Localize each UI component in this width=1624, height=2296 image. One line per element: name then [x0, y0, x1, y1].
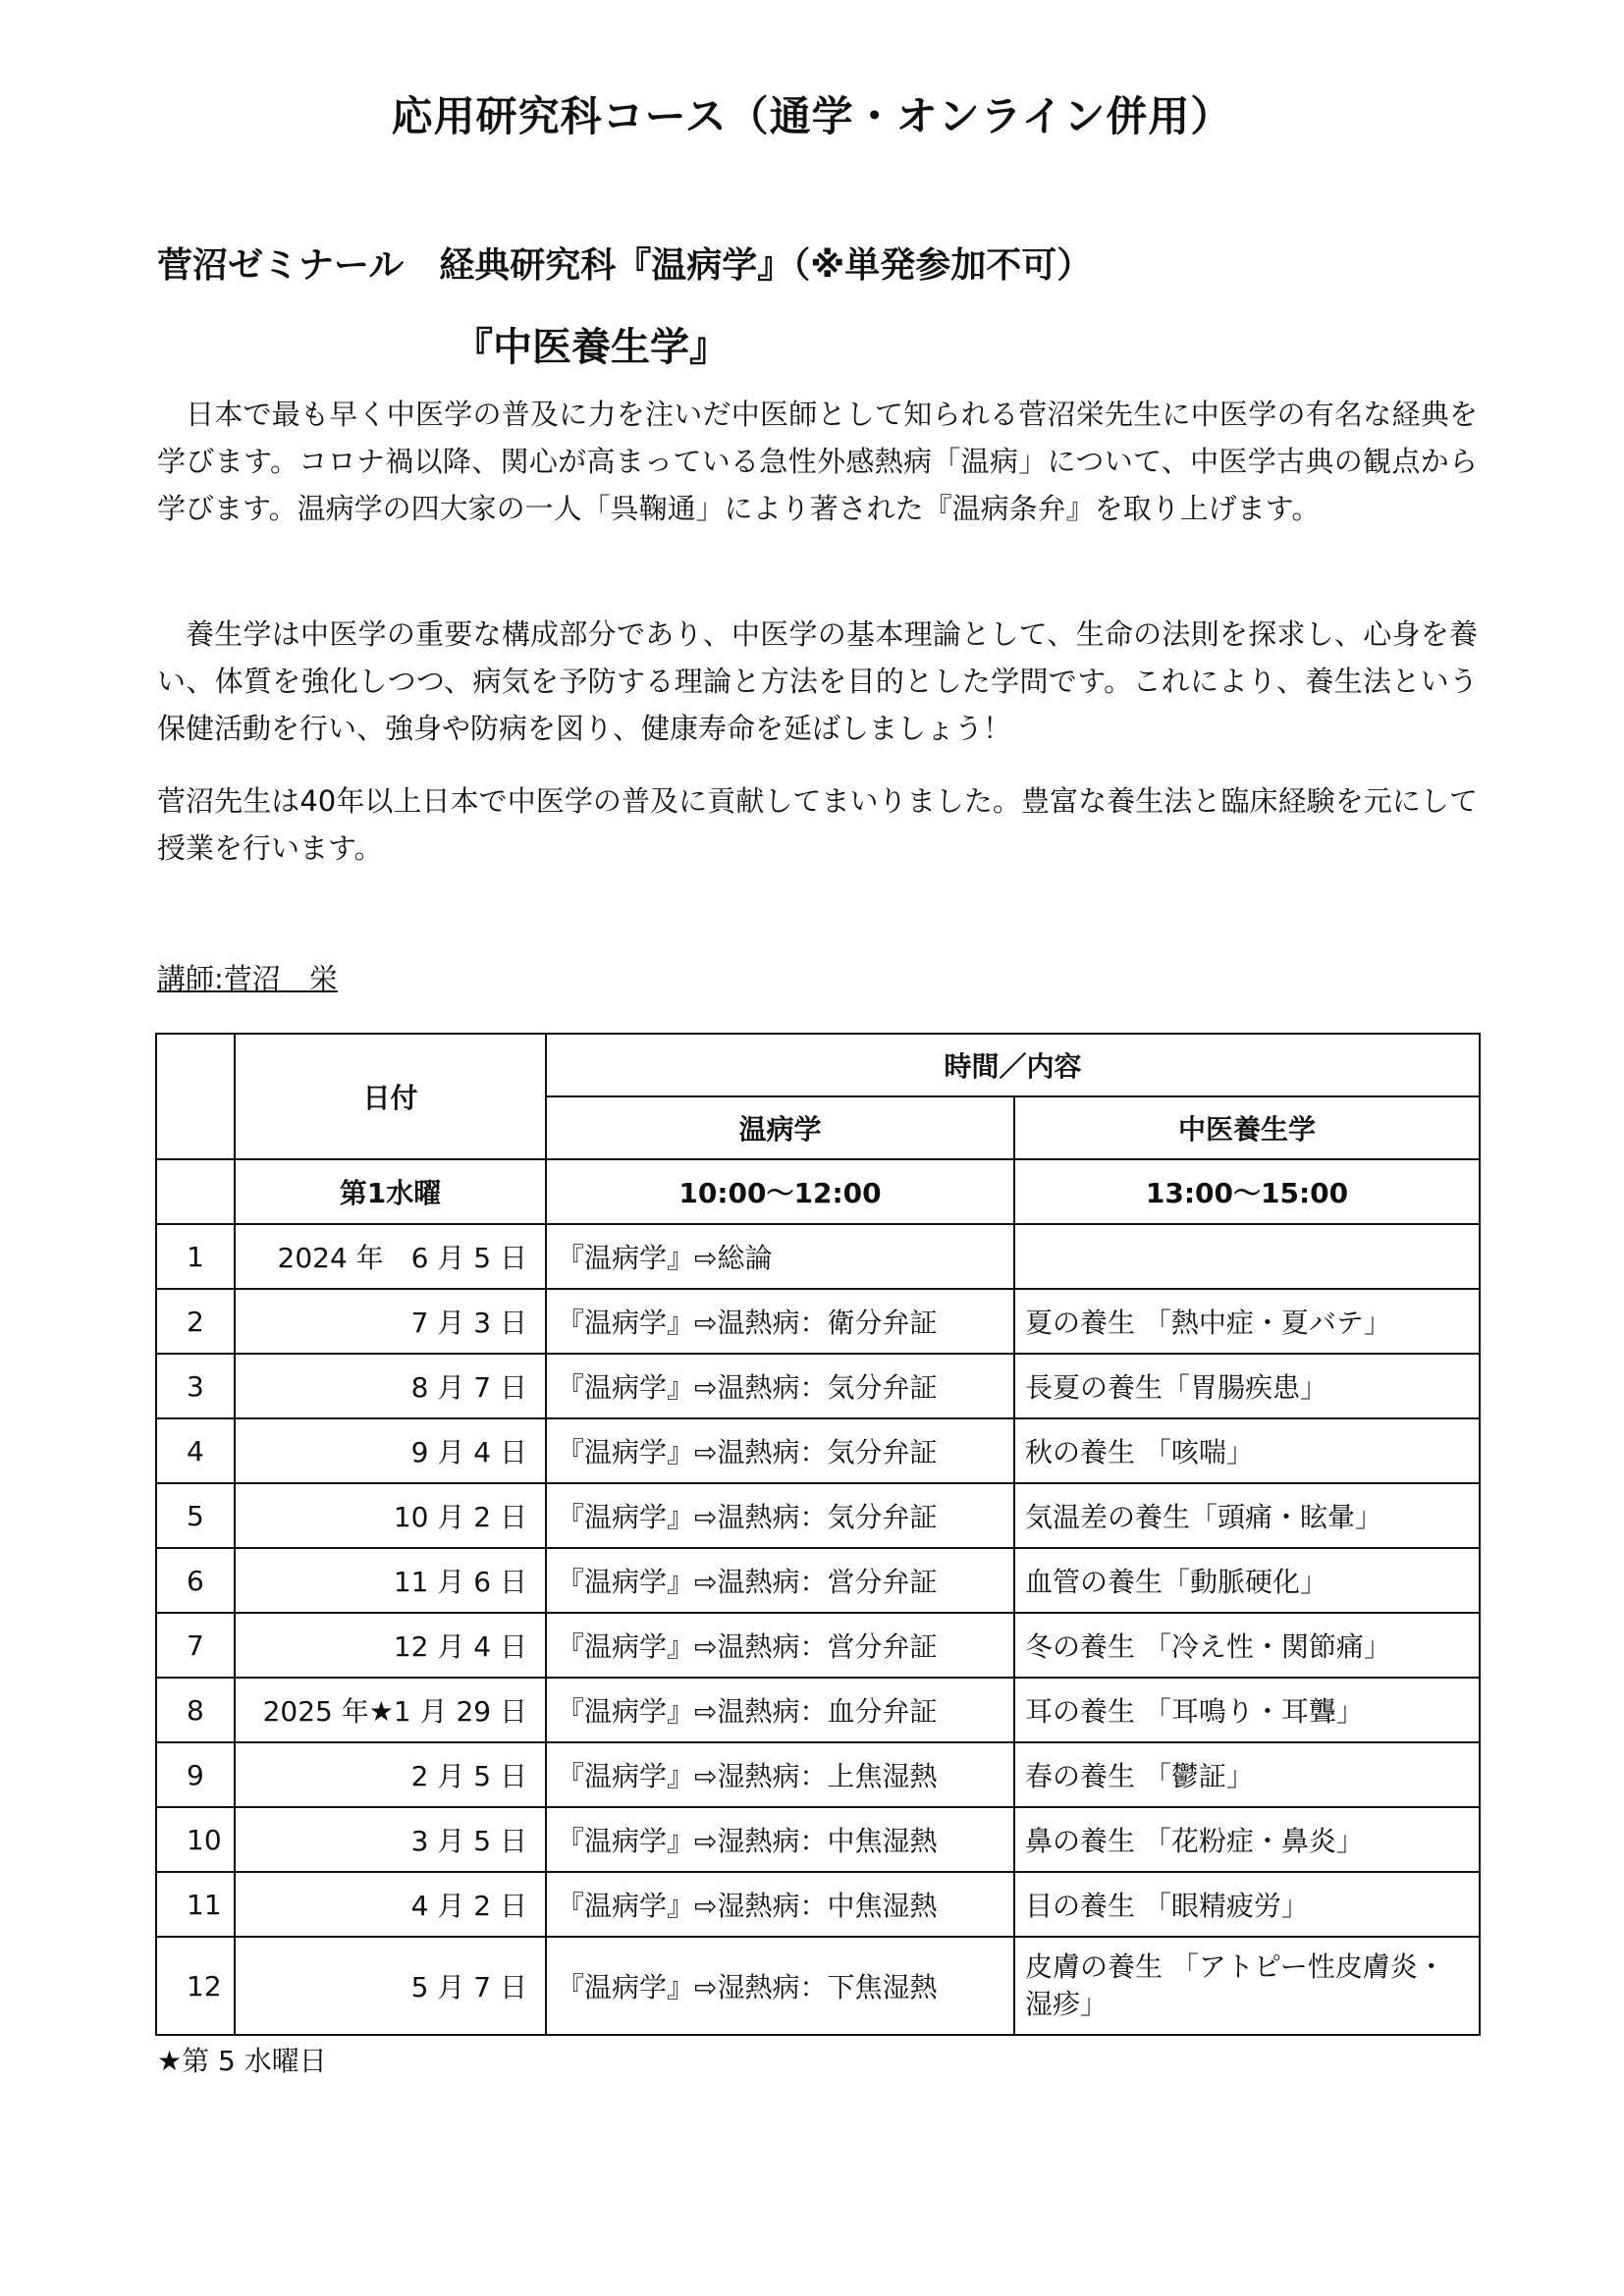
row-date: 7 月 3 日	[235, 1289, 546, 1354]
table-row	[156, 1742, 1480, 1807]
row-onbyo-topic: 『温病学』⇨温熱病：営分弁証	[546, 1548, 1014, 1613]
row-date: 4 月 2 日	[235, 1872, 546, 1937]
row-yojo-topic: 冬の養生 「冷え性・関節痛」	[1014, 1613, 1480, 1678]
header-time-yojo: 13:00～15:00	[1014, 1159, 1480, 1224]
row-onbyo-topic: 『温病学』⇨湿熱病：下焦湿熱	[546, 1937, 1014, 2035]
schedule-table	[155, 1033, 1481, 2036]
table-row	[156, 1807, 1480, 1872]
row-date: 5 月 7 日	[235, 1937, 546, 2035]
row-onbyo-topic: 『温病学』⇨湿熱病：上焦湿熱	[546, 1742, 1014, 1807]
row-number: 5	[156, 1483, 235, 1548]
header-time-onbyo: 10:00～12:00	[546, 1159, 1014, 1224]
row-yojo-topic: 気温差の養生「頭痛・眩暈」	[1014, 1483, 1480, 1548]
row-yojo-topic: 鼻の養生 「花粉症・鼻炎」	[1014, 1807, 1480, 1872]
page-title: 応用研究科コース（通学・オンライン併用）	[391, 92, 1233, 140]
row-onbyo-topic: 『温病学』⇨温熱病：衛分弁証	[546, 1289, 1014, 1354]
row-number: 3	[156, 1354, 235, 1418]
intro-paragraph-lecturer: 菅沼先生は40年以上日本で中医学の普及に貢献してまいりました。豊富な養生法と臨床経験を元にして授業を行います。	[157, 784, 1478, 865]
row-date: 2 月 5 日	[235, 1742, 546, 1807]
table-row	[156, 1354, 1480, 1418]
row-yojo-topic: 夏の養生 「熱中症・夏バテ」	[1014, 1289, 1480, 1354]
row-onbyo-topic: 『温病学』⇨温熱病：気分弁証	[546, 1354, 1014, 1418]
intro-paragraph-onbyo: 日本で最も早く中医学の普及に力を注いだ中医師として知られる菅沼栄先生に中医学の有名な経典を学びます。コロナ禍以降、関心が高まっている急性外感熱病「温病」について、中医学古典の観点から学びます。温病学の四大家の一人「呉鞠通」により著された『温病条弁』を取り上げます。	[157, 398, 1478, 525]
header-course-yojo: 中医養生学	[1014, 1096, 1480, 1159]
row-yojo-topic: 春の養生 「鬱証」	[1014, 1742, 1480, 1807]
footnote: ★第 5 水曜日	[157, 2045, 327, 2077]
row-date: 9 月 4 日	[235, 1418, 546, 1483]
row-date: 2025 年★1 月 29 日	[235, 1678, 546, 1742]
row-yojo-topic: 血管の養生「動脈硬化」	[1014, 1548, 1480, 1613]
row-number: 6	[156, 1548, 235, 1613]
row-number: 7	[156, 1613, 235, 1678]
table-row	[156, 1548, 1480, 1613]
header-course-onbyo: 温病学	[546, 1096, 1014, 1159]
row-date: 8 月 7 日	[235, 1354, 546, 1418]
row-number: 1	[156, 1224, 235, 1289]
course-subtitle-secondary: 『中医養生学』	[454, 325, 729, 370]
row-number: 8	[156, 1678, 235, 1742]
header-time-content: 時間／内容	[546, 1034, 1480, 1096]
row-yojo-topic: 耳の養生 「耳鳴り・耳聾」	[1014, 1678, 1480, 1742]
row-onbyo-topic: 『温病学』⇨温熱病：営分弁証	[546, 1613, 1014, 1678]
row-yojo-topic	[1014, 1224, 1480, 1289]
table-row	[156, 1483, 1480, 1548]
row-number: 11	[156, 1872, 235, 1937]
row-number: 9	[156, 1742, 235, 1807]
table-row	[156, 1872, 1480, 1937]
row-onbyo-topic: 『温病学』⇨温熱病：気分弁証	[546, 1418, 1014, 1483]
row-yojo-topic: 長夏の養生「胃腸疾患」	[1014, 1354, 1480, 1418]
row-number: 4	[156, 1418, 235, 1483]
intro-paragraph-yojo: 養生学は中医学の重要な構成部分であり、中医学の基本理論として、生命の法則を探求し、心身を養い、体質を強化しつつ、病気を予防する理論と方法を目的とした学問です。これにより、養生法という保健活動を行い、強身や防病を図り、健康寿命を延ばしましょう！	[157, 617, 1478, 745]
table-row	[156, 1418, 1480, 1483]
row-onbyo-topic: 『温病学』⇨湿熱病：中焦湿熱	[546, 1872, 1014, 1937]
row-onbyo-topic: 『温病学』⇨総論	[546, 1224, 1014, 1289]
row-date: 12 月 4 日	[235, 1613, 546, 1678]
row-number: 12	[156, 1937, 235, 2035]
course-subtitle: 菅沼ゼミナール 経典研究科『温病学』（※単発参加不可）	[157, 245, 1093, 286]
table-row	[156, 1289, 1480, 1354]
header-blank-cell	[156, 1034, 235, 1159]
row-onbyo-topic: 『温病学』⇨湿熱病：中焦湿熱	[546, 1807, 1014, 1872]
row-yojo-topic: 秋の養生 「咳喘」	[1014, 1418, 1480, 1483]
row-onbyo-topic: 『温病学』⇨温熱病：気分弁証	[546, 1483, 1014, 1548]
row-onbyo-topic: 『温病学』⇨温熱病：血分弁証	[546, 1678, 1014, 1742]
table-row	[156, 1937, 1480, 2035]
row-yojo-topic: 皮膚の養生 「アトピー性皮膚炎・湿疹」	[1014, 1937, 1480, 2035]
lecturer-name: 講師:菅沼 栄	[157, 962, 338, 995]
header-date: 日付	[235, 1034, 546, 1159]
row-date: 10 月 2 日	[235, 1483, 546, 1548]
row-number: 2	[156, 1289, 235, 1354]
row-date: 11 月 6 日	[235, 1548, 546, 1613]
row-yojo-topic: 目の養生 「眼精疲労」	[1014, 1872, 1480, 1937]
header-weekday: 第1水曜	[235, 1159, 546, 1224]
header-blank-cell	[156, 1159, 235, 1224]
table-row	[156, 1613, 1480, 1678]
table-row	[156, 1678, 1480, 1742]
row-date: 3 月 5 日	[235, 1807, 546, 1872]
row-number: 10	[156, 1807, 235, 1872]
table-row	[156, 1224, 1480, 1289]
row-date: 2024 年 6 月 5 日	[235, 1224, 546, 1289]
